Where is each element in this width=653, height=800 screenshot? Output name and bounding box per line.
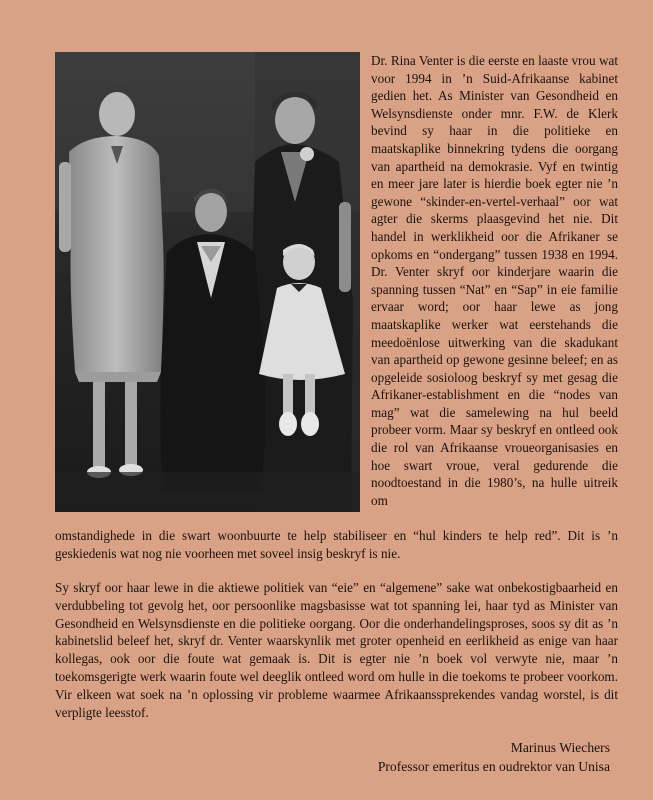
- signature-name: Marinus Wiechers: [510, 740, 610, 755]
- intro-column-text: [371, 52, 618, 509]
- intro-continuation-paragraph: omstandighede in die swart woonbuurte te help stabiliseer en “hul kinders te help red”. Dit is ’n geskiedenis wat nog nie voorheen met soveel insig beskryf is nie.: [55, 528, 618, 561]
- signature-block: [378, 738, 610, 776]
- second-paragraph: Sy skryf oor haar lewe in die aktiewe politiek van “eie” en “algemene” sake wat onbekostigbaarheid en verdubbeling tot gevolg het, oor persoonlike magsbasisse wat tot spanning lei, haar tyd as Minister van Gesondheid en Welsynsdienste en die politieke oorgang. Oor die onderhandelingsproses, soos sy dit as ’n kabinetslid beleef het, skryf dr. Venter waarskynlik met groter openheid en eerlikheid as enige van haar kollegas, ook oor die foute wat gemaak is. Dit is egter nie ’n boek vol verwyte nie, maar ’n toekomsgerigte werk waarin foute wel deeglik ontleed word om hulle in die toekoms te probeer voorkom. Vir elkeen wat soek na ’n oplossing vir probleme waarmee Afrikaanssprekendes vandag worstel, is dit verpligte leesstof.: [55, 580, 618, 720]
- intro-paragraph: Dr. Rina Venter is die eerste en laaste vrou wat voor 1994 in ’n Suid-Afrikaanse kabinet gedien het. As Minister van Gesondheid en Welsynsdienste onder mnr. F.W. de Klerk bevind sy haar in die politieke en maatskaplike binnekring tydens die oorgang van apartheid na demokrasie. Vyf en twintig en meer jare later is hierdie boek egter nie ’n gewone “skinder-en-vertel-verhaal” oor wat agter die skerms plaasgevind het nie. Dit handel in werklikheid oor die Afrikaner se opkoms en “ondergang” tussen 1938 en 1994. Dr. Venter skryf oor kinderjare waarin die spanning tussen “Nat” en “Sap” in eie familie ervaar word; oor haar lewe as jong maatskaplike werker wat eerstehands die meedoënlose uitwerking van die skadukant van apartheid op gewone gesinne beleef; en as opgeleide sosioloog beskryf sy met gesag die Afrikaner-establishment en die “nodes van mag” wat die samelewing na hul beeld probeer vorm. Maar sy beskryf en ontleed ook die rol van Afrikaanse vroueorganisasies en hoe swart vroue, veral gedurende die noodtoestand in die 1980’s, na hulle uitreik om: [371, 53, 618, 508]
- family-portrait-photo: [55, 52, 360, 512]
- second-paragraph-block: [55, 579, 618, 721]
- signature-title: Professor emeritus en oudrektor van Unisa: [377, 759, 610, 774]
- family-portrait-photo-icon: [55, 52, 360, 512]
- intro-continuation: [55, 527, 618, 562]
